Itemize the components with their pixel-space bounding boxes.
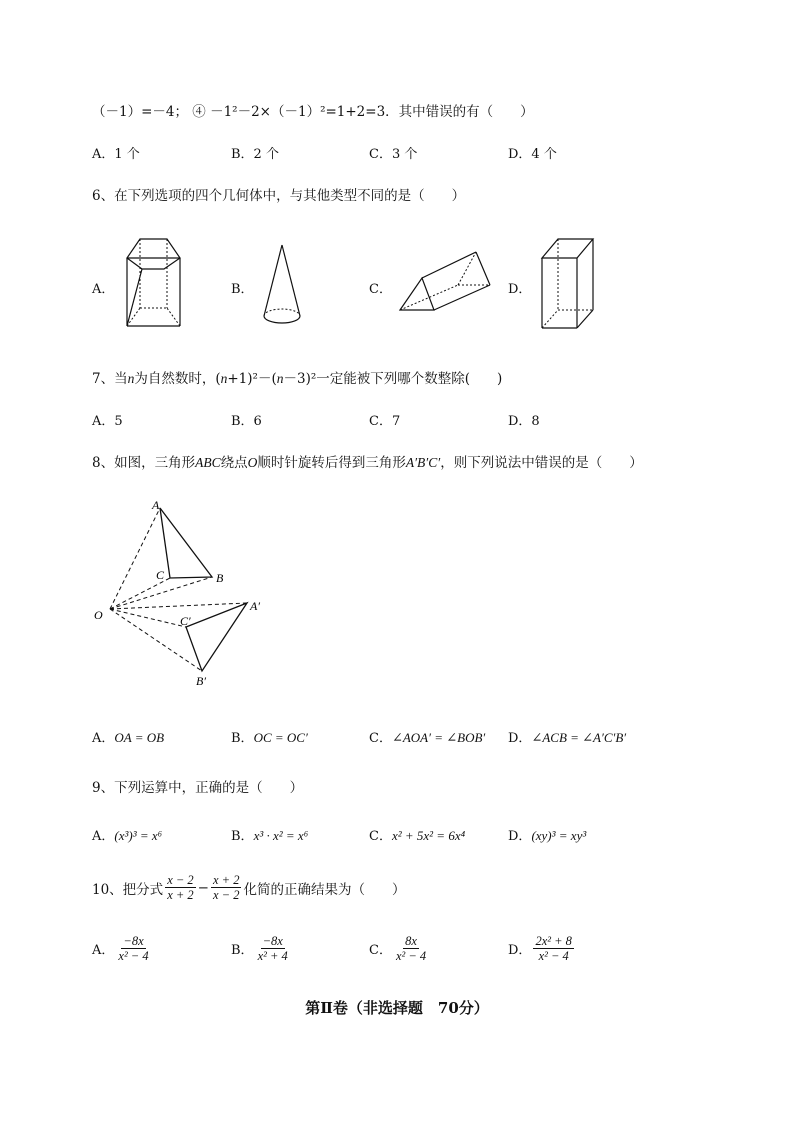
q9-stem: 9、下列运算中，正确的是（ ） <box>92 780 304 796</box>
fraction-denominator: x² − 4 <box>538 949 569 963</box>
q10-fraction-2 <box>211 873 241 902</box>
q8-stem-part: ，则下列说法中错误的是（ ） <box>440 455 643 471</box>
q10-option-d <box>508 934 576 963</box>
q8-stem-part: 绕点 <box>220 455 248 471</box>
label-c-prime: C′ <box>180 614 191 628</box>
q9-option-b-math: x³ · x² = x⁶ <box>253 828 309 843</box>
q7-stem-part: +1)²－( <box>227 371 277 387</box>
q9-option-b <box>231 825 308 844</box>
fraction-numerator: −8x <box>123 934 144 948</box>
q10-option-b-prefix: B． <box>231 943 254 958</box>
q6-label-d: D． <box>508 282 532 297</box>
cone-figure <box>258 240 308 330</box>
q9-option-a-math: (x³)³ = x⁶ <box>114 828 163 843</box>
q8-option-c <box>369 727 485 746</box>
q5-option-a: A．1 个 <box>92 147 140 162</box>
q8-option-a-math: OA = OB <box>114 730 165 745</box>
q8-option-a-prefix: A． <box>92 731 115 746</box>
q9-option-d-prefix: D． <box>508 829 532 844</box>
q6-stem: 6、在下列选项的四个几何体中，与其他类型不同的是（ ） <box>92 188 466 204</box>
fraction-denominator: x² + 4 <box>257 949 288 963</box>
q10-option-a-fraction <box>116 934 150 963</box>
rotation-figure <box>90 495 270 695</box>
q7-option-a: A．5 <box>92 414 123 429</box>
q8-option-d <box>508 727 626 746</box>
q9-option-a-prefix: A． <box>92 829 115 844</box>
q8-triangle-abc-prime: A′B′C′ <box>405 455 441 470</box>
q10-stem <box>92 873 405 902</box>
q9-option-a <box>92 825 162 844</box>
q10-stem-part: 10、把分式 <box>92 881 164 898</box>
fraction-numerator: −8x <box>262 934 283 948</box>
q10-stem-part: 化简的正确结果为（ ） <box>243 881 406 898</box>
q8-option-d-math: ∠ACB = ∠A′C′B′ <box>531 730 627 745</box>
q7-option-c: C．7 <box>369 414 401 429</box>
fraction-numerator: x + 2 <box>212 873 240 887</box>
q9-option-b-prefix: B． <box>231 829 254 844</box>
q5-option-d: D．4 个 <box>508 147 557 162</box>
q7-var-n: n <box>220 371 228 386</box>
q10-option-c-fraction <box>394 934 428 963</box>
q5-option-b: B．2 个 <box>231 147 279 162</box>
q10-option-c-prefix: C． <box>369 943 392 958</box>
q9-option-c-prefix: C． <box>369 829 392 844</box>
cuboid-figure <box>536 234 606 334</box>
q8-option-b-prefix: B． <box>231 731 254 746</box>
q7-option-d: D．8 <box>508 414 540 429</box>
q8-stem-part: 顺时针旋转后得到三角形 <box>257 455 406 471</box>
q6-label-a: A． <box>92 282 115 297</box>
fraction-denominator: x − 2 <box>212 888 240 902</box>
q5-continuation: （－1）=－4； ④ －1²－2×（－1）²=1+2=3．其中错误的有（ ） <box>92 104 534 120</box>
q10-option-d-fraction <box>533 934 573 963</box>
q8-stem <box>92 451 643 471</box>
q9-option-d-math: (xy)³ = xy³ <box>531 828 587 843</box>
fraction-numerator: 8x <box>405 934 417 948</box>
q7-stem-part: 为自然数时，( <box>134 371 221 387</box>
q6-label-b: B． <box>231 282 254 297</box>
q10-option-b <box>231 934 292 963</box>
label-b: B <box>216 571 224 585</box>
q8-stem-part: 8、如图，三角形 <box>92 455 196 471</box>
q10-option-d-prefix: D． <box>508 943 532 958</box>
hexagonal-prism-figure <box>120 234 190 334</box>
q10-minus-sign: − <box>197 879 209 896</box>
q9-option-d <box>508 825 586 844</box>
q6-label-c: C． <box>369 282 392 297</box>
q7-var-n: n <box>127 371 135 386</box>
fraction-numerator: x − 2 <box>167 873 194 887</box>
fraction-denominator: x + 2 <box>167 888 194 902</box>
q10-option-b-fraction <box>256 934 290 963</box>
q7-stem <box>92 367 502 387</box>
q8-option-c-prefix: C． <box>369 731 392 746</box>
triangle-abc-prime <box>186 603 247 671</box>
section-title: 第Ⅱ卷（非选择题 70分） <box>305 999 489 1017</box>
q10-option-c <box>369 934 430 963</box>
q9-option-c <box>369 825 465 844</box>
q5-option-c: C．3 个 <box>369 147 418 162</box>
q7-option-b: B．6 <box>231 414 262 429</box>
triangle-abc <box>160 508 212 578</box>
q10-option-a-prefix: A． <box>92 943 115 958</box>
q8-option-b <box>231 727 308 746</box>
label-b-prime: B′ <box>196 674 206 688</box>
q8-option-d-prefix: D． <box>508 731 532 746</box>
q8-option-c-math: ∠AOA′ = ∠BOB′ <box>391 730 486 745</box>
q8-option-a <box>92 727 164 746</box>
label-a: A <box>152 498 160 512</box>
label-c: C <box>156 568 165 582</box>
q9-option-c-math: x² + 5x² = 6x⁴ <box>391 828 466 843</box>
q8-point-o: O <box>247 455 258 470</box>
q7-stem-part: 7、当 <box>92 371 128 387</box>
q7-var-n: n <box>276 371 284 386</box>
fraction-denominator: x² − 4 <box>118 949 149 963</box>
triangular-prism-figure <box>398 250 498 316</box>
label-a-prime: A′ <box>250 599 260 613</box>
q10-option-a <box>92 934 153 963</box>
fraction-denominator: x² − 4 <box>395 949 427 963</box>
fraction-numerator: 2x² + 8 <box>535 934 572 948</box>
label-o: O <box>94 608 103 622</box>
q7-stem-part: －3)²一定能被下列哪个数整除( ) <box>283 371 503 387</box>
q10-fraction-1 <box>165 873 195 902</box>
q8-triangle-abc: ABC <box>195 455 221 470</box>
q8-option-b-math: OC = OC′ <box>253 730 308 745</box>
